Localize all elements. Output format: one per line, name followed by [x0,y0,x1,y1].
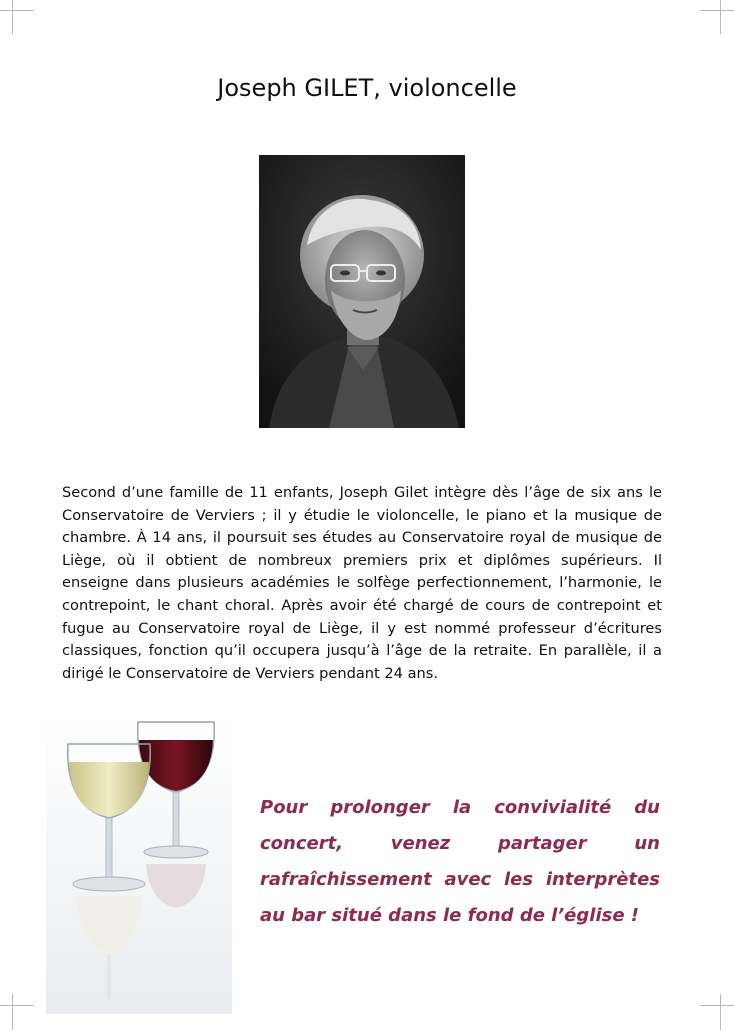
portrait-illustration [259,155,465,428]
wine-glasses-image [46,714,232,1014]
wine-glasses-illustration [46,714,232,1014]
biography-paragraph: Second d’une famille de 11 enfants, Joseph Gilet intègre dès l’âge de six ans le Conservatoire de Verviers ; il y étudie le violoncelle, le piano et la musique de chambre. À 14 ans, il poursuit ses études au Conservatoire royal de musique de Liège, où il obtient de nombreux premiers prix et diplômes supérieurs. Il enseigne dans plusieurs académies le solfège perfectionnement, l’harmonie, le contrepoint, le chant choral. Après avoir été chargé de cours de contrepoint et fugue au Conservatoire royal de Liège, il y est nommé professeur d’écritures classiques, fonction qu’il occupera jusqu’à l’âge de la retraite. En parallèle, il a dirigé le Conservatoire de Verviers pendant 24 ans. [62,484,662,682]
portrait-photo [259,155,465,428]
promo-message: Pour prolonger la convivialité du concert, venez partager un rafraîchissement avec les interprètes au bar situé dans le fond de l’église ! [260,797,660,926]
page-title: Joseph GILET, violoncelle [217,74,517,102]
